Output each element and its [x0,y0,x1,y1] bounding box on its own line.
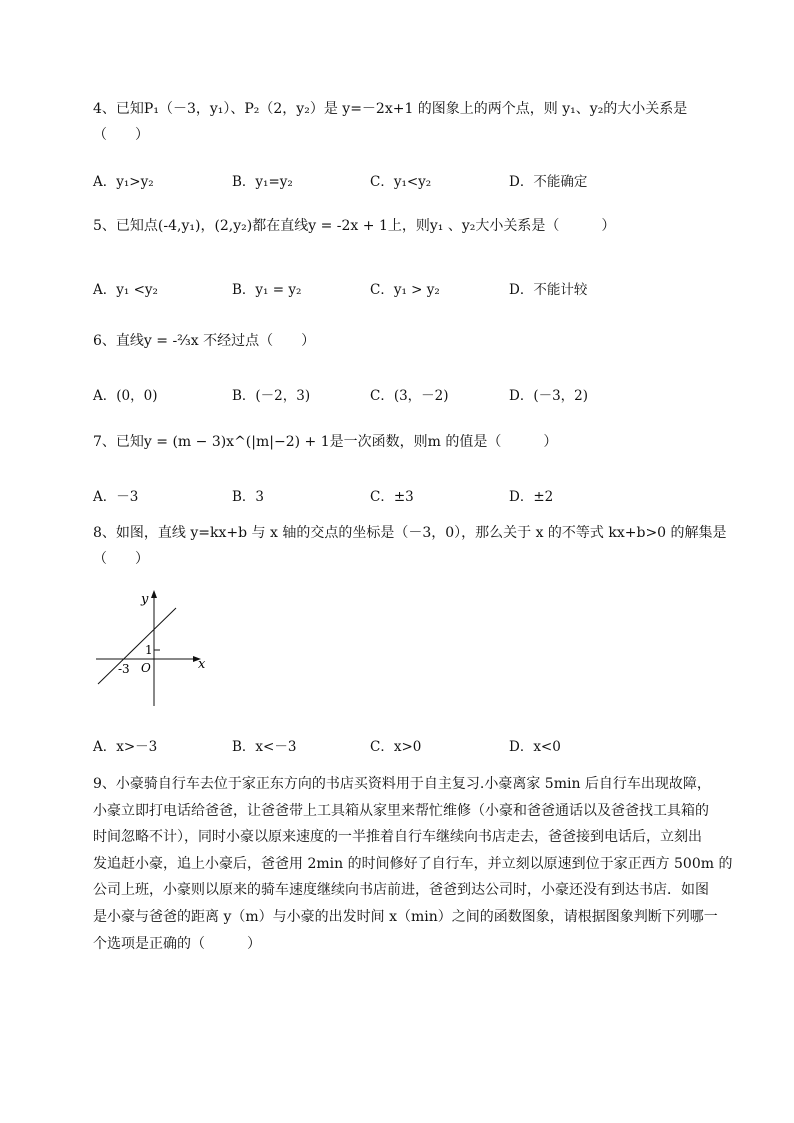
x-intercept-label: -3 [118,662,130,676]
question-9-line: 公司上班，小豪则以原来的骑车速度继续向书店前进，爸爸到达公司时，小豪还没有到达书店．如图 [93,882,709,899]
question-4-options [93,170,753,190]
question-7-option-c[interactable]: C．±3 [370,489,414,505]
question-5-option-b[interactable]: B．y₁ = y₂ [232,282,302,298]
question-7-options [93,485,753,505]
question-8-option-d[interactable]: D．x<0 [509,739,561,755]
question-9-line: 小豪立即打电话给爸爸，让爸爸带上工具箱从家里来帮忙维修（小豪和爸爸通话以及爸爸找工具箱的 [93,802,709,819]
question-9-line: 9、小豪骑自行车去位于家正东方向的书店买资料用于自主复习.小豪离家 5min 后自行车出现故障， [93,776,711,792]
question-7-option-d[interactable]: D．±2 [509,489,554,505]
question-9-line: 个选项是正确的（ ） [93,935,261,952]
question-9-line: 时间忽略不计），同时小豪以原来速度的一半推着自行车继续向书店走去，爸爸接到电话后，立刻出 [93,829,702,846]
question-9-stem [93,771,733,957]
question-8-stem: 8、如图，直线 y=kx+b 与 x 轴的交点的坐标是（－3，0），那么关于 x 的不等式 kx+b>0 的解集是 [93,525,727,541]
question-6-stem: 6、直线y = -⅔x 不经过点（ ） [93,333,316,349]
question-9-line: 是小豪与爸爸的距离 y（m）与小豪的出发时间 x（min）之间的函数图象，请根据图象判断下列哪一 [93,908,718,925]
question-8-options [93,735,753,755]
question-4-option-c[interactable]: C．y₁<y₂ [370,174,432,190]
question-8-answer-blank: （ ） [93,551,149,567]
question-7-option-b[interactable]: B．3 [232,489,265,505]
question-4-option-b[interactable]: B．y₁=y₂ [232,174,293,190]
question-9-line: 发追赶小豪，追上小豪后，爸爸用 2min 的时间修好了自行车，并立刻以原速到位于家正西方 500m 的 [93,855,733,872]
question-6-option-c[interactable]: C．(3，－2) [370,388,449,404]
y-axis-arrow [151,590,157,598]
question-5-option-d[interactable]: D．不能计较 [509,282,588,298]
question-6-option-b[interactable]: B．(－2，3) [232,388,311,404]
question-8-option-b[interactable]: B．x<－3 [232,739,297,755]
question-8-option-c[interactable]: C．x>0 [370,739,422,755]
question-4-answer-blank: （ ） [93,127,149,143]
question-8-option-a[interactable]: A．x>－3 [93,739,158,755]
question-6-option-d[interactable]: D．(－3，2) [509,388,589,404]
y-tick-label-1: 1 [145,643,153,657]
question-6-options [93,384,753,404]
y-axis-label: y [141,592,149,607]
question-7-option-a[interactable]: A．－3 [93,489,139,505]
question-4-option-d[interactable]: D．不能确定 [509,174,588,190]
graph-line [98,608,176,684]
x-axis-label: x [198,657,206,672]
question-4-option-a[interactable]: A．y₁>y₂ [93,174,154,190]
question-6-option-a[interactable]: A．(0，0) [93,388,158,404]
question-5-option-a[interactable]: A．y₁ <y₂ [93,282,158,298]
question-4-stem: 4、已知P₁（－3，y₁）、P₂（2，y₂）是 y=－2x+1 的图象上的两个点，则 y₁、y₂的大小关系是 [93,101,688,117]
question-8-graph [92,586,212,712]
origin-label: O [141,661,151,675]
question-5-option-c[interactable]: C．y₁ > y₂ [370,282,440,298]
question-5-options [93,278,753,298]
question-5-stem: 5、已知点(-4,y₁)，(2,y₂)都在直线y = -2x + 1上，则y₁ 、y₂大小关系是（ ） [93,218,616,234]
question-7-stem: 7、已知y = (m − 3)x^(|m|−2) + 1是一次函数，则m 的值是（ ） [93,434,558,450]
